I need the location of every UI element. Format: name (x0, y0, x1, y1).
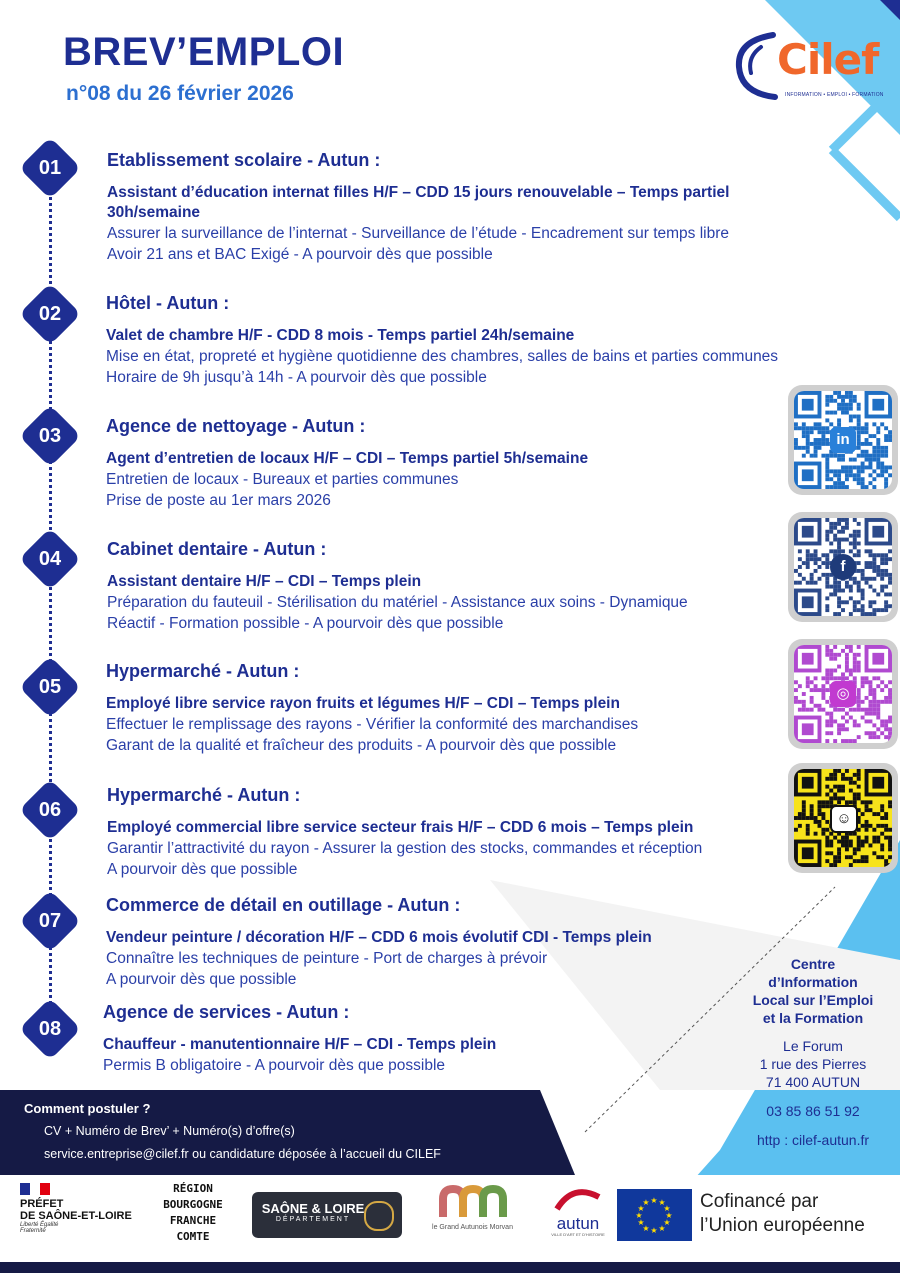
facebook-qr-code[interactable] (788, 512, 898, 622)
cilef-logo-text: Cilef (777, 35, 879, 84)
grand-autunois-logo (415, 1185, 530, 1231)
offer-description-line: Garant de la qualité et fraîcheur des produits - A pourvoir dès que possible (106, 737, 617, 754)
autun-sublabel: VILLE D’ART ET D’HISTOIRE (551, 1232, 605, 1237)
partner-logos (10, 1175, 887, 1255)
offer-number-badge (28, 899, 72, 943)
svg-text:★: ★ (642, 1224, 650, 1233)
offer-job-title: Agent d’entretien de locaux H/F – CDI – Temps partiel 5h/semaine (106, 450, 589, 467)
offer-description-line: A pourvoir dès que possible (107, 861, 298, 878)
svg-text:★: ★ (658, 1224, 666, 1233)
french-flag-icon (20, 1183, 50, 1195)
offer-number: 05 (38, 676, 62, 698)
offer-job-title: Assistant dentaire H/F – CDI – Temps plein (107, 573, 422, 590)
region-label: BOURGOGNE (163, 1198, 223, 1211)
offer-job-title: Chauffeur - manutentionnaire H/F – CDI - Temps plein (103, 1036, 497, 1053)
offer-heading: Hôtel - Autun : (106, 293, 230, 313)
offer-number-badge (28, 414, 72, 458)
linkedin-icon: in (830, 427, 856, 453)
offer-description-line: Réactif - Formation possible - A pourvoir dès que possible (107, 615, 504, 632)
autun-logo (543, 1183, 613, 1237)
eu-flag-icon (617, 1189, 692, 1241)
region-label: RÉGION (173, 1182, 213, 1195)
center-title-line: Centre (790, 956, 836, 972)
grand-autunois-label: le Grand Autunois Morvan (432, 1224, 513, 1231)
job-offer-07 (106, 895, 726, 990)
region-logo (148, 1181, 238, 1245)
contact-email-line[interactable]: service.entreprise@cilef.fr ou candidature déposée à l’accueil du CILEF (44, 1147, 441, 1161)
offer-description-line: Prise de poste au 1er mars 2026 (106, 492, 331, 509)
cilef-logo-tagline: INFORMATION • EMPLOI • FORMATION (785, 92, 884, 98)
offer-heading: Hypermarché - Autun : (107, 785, 301, 805)
svg-text:★: ★ (637, 1218, 645, 1227)
svg-text:★: ★ (658, 1198, 666, 1207)
offer-number: 07 (38, 910, 62, 932)
issue-subtitle: n°08 du 26 février 2026 (66, 82, 294, 105)
offer-heading: Cabinet dentaire - Autun : (107, 539, 327, 559)
instagram-icon: ◎ (830, 681, 856, 707)
offer-description-line: Garantir l’attractivité du rayon - Assurer la gestion des stocks, commandes et réception (107, 840, 703, 857)
offer-job-title: Employé commercial libre service secteur frais H/F – CDD 6 mois – Temps plein (107, 819, 694, 836)
svg-text:★: ★ (663, 1218, 671, 1227)
how-to-apply (24, 1101, 441, 1161)
eu-label-2: l’Union européenne (700, 1215, 865, 1236)
svg-text:★: ★ (650, 1226, 658, 1235)
offer-number: 06 (38, 799, 62, 821)
offer-job-title: Employé libre service rayon fruits et légumes H/F – CDI – Temps plein (106, 695, 620, 712)
offer-description-line: Préparation du fauteuil - Stérilisation du matériel - Assistance aux soins - Dynamique (107, 594, 688, 611)
svg-text:★: ★ (635, 1211, 643, 1220)
center-title-line: d’Information (768, 974, 858, 990)
departement-label-2: DÉPARTEMENT (275, 1216, 351, 1223)
prefet-motto: Liberté Égalité Fraternité (20, 1222, 59, 1234)
offer-job-title: Vendeur peinture / décoration H/F – CDD 6 mois évolutif CDI - Temps plein (106, 929, 652, 946)
offer-description-line: Connaître les techniques de peinture - Port de charges à prévoir (106, 950, 548, 967)
cilef-logo (733, 27, 883, 103)
offer-description-line: Effectuer le remplissage des rayons - Vérifier la conformité des marchandises (106, 716, 639, 733)
website-link[interactable]: http : cilef-autun.fr (756, 1132, 870, 1148)
snapchat-qr-code[interactable] (788, 763, 898, 873)
svg-text:★: ★ (663, 1204, 671, 1213)
offer-description-line: Assurer la surveillance de l’internat - Surveillance de l’étude - Encadrement sur temps libre (107, 225, 730, 242)
autun-label: autun (556, 1214, 600, 1233)
job-offer-04 (107, 539, 767, 634)
job-offer-05 (106, 661, 766, 756)
offer-description-line: Avoir 21 ans et BAC Exigé - A pourvoir dès que possible (107, 246, 493, 263)
offer-description-line: Entretien de locaux - Bureaux et parties communes (106, 471, 459, 488)
offer-number-badge (28, 292, 72, 336)
address-line: 1 rue des Pierres (759, 1056, 867, 1072)
offer-number-badge (28, 665, 72, 709)
linkedin-qr-code[interactable] (788, 385, 898, 495)
offer-heading: Commerce de détail en outillage - Autun : (106, 895, 461, 915)
prefet-logo (20, 1183, 145, 1234)
offer-heading: Hypermarché - Autun : (106, 661, 300, 681)
offer-description-line: A pourvoir dès que possible (106, 971, 297, 988)
job-offer-06 (107, 785, 767, 880)
svg-text:★: ★ (650, 1196, 658, 1205)
job-offer-08 (103, 1002, 663, 1076)
how-to-apply-line: CV + Numéro de Brev’ + Numéro(s) d’offre(s) (44, 1124, 295, 1138)
job-offer-02 (106, 293, 836, 388)
departement-label: SAÔNE & LOIRE (261, 1201, 365, 1216)
offer-number: 04 (38, 548, 62, 570)
offer-heading: Etablissement scolaire - Autun : (107, 150, 381, 170)
job-offer-01 (107, 150, 787, 265)
center-title-line: Local sur l’Emploi (752, 992, 874, 1008)
offer-number: 03 (38, 425, 62, 447)
page-title: BREV’EMPLOI (63, 30, 345, 74)
offer-number-badge (28, 1007, 72, 1051)
eu-stars-icon (617, 1189, 692, 1241)
offer-number: 02 (38, 303, 62, 325)
top-right-chevron-2 (832, 150, 900, 218)
grand-autunois-mark-icon (433, 1185, 513, 1219)
offer-description-line: Horaire de 9h jusqu’à 14h - A pourvoir dès que possible (106, 369, 487, 386)
prefet-label-2: DE SAÔNE-ET-LOIRE (20, 1210, 132, 1222)
bottom-edge-band (0, 1262, 900, 1273)
offer-number-badge (28, 537, 72, 581)
contact-info (738, 955, 888, 1149)
offer-number: 01 (38, 157, 62, 179)
address-line: Le Forum (783, 1038, 843, 1054)
instagram-qr-code[interactable] (788, 639, 898, 749)
offer-number-badge (28, 146, 72, 190)
offer-job-title: Valet de chambre H/F - CDD 8 mois - Temps partiel 24h/semaine (106, 327, 575, 344)
offer-number-badge (28, 788, 72, 832)
svg-text:★: ★ (642, 1198, 650, 1207)
offer-job-title: Assistant d’éducation internat filles H/F – CDD 15 jours renouvelable – Temps partiel 30h/semaine (107, 184, 730, 221)
offer-description-line: Permis B obligatoire - A pourvoir dès que possible (103, 1057, 446, 1074)
svg-text:★: ★ (665, 1211, 673, 1220)
autun-mark-icon (553, 1183, 603, 1211)
offer-heading: Agence de nettoyage - Autun : (106, 416, 366, 436)
departement-logo (252, 1192, 402, 1238)
job-offer-03 (106, 416, 766, 511)
region-label: COMTE (176, 1230, 210, 1243)
center-title-line: et la Formation (762, 1010, 864, 1026)
offer-number: 08 (38, 1018, 62, 1040)
address-line: 71 400 AUTUN (765, 1074, 861, 1090)
offer-description-line: Mise en état, propreté et hygiène quotidienne des chambres, salles de bains et parties communes (106, 348, 779, 365)
facebook-icon: f (830, 554, 856, 580)
offer-heading: Agence de services - Autun : (103, 1002, 350, 1022)
eu-label: Cofinancé par (700, 1191, 819, 1212)
svg-text:★: ★ (637, 1204, 645, 1213)
eu-cofinance-text (700, 1190, 890, 1238)
snapchat-icon: ☺ (830, 805, 858, 833)
prefet-label: PRÉFET (20, 1198, 64, 1210)
departement-emblem-icon (364, 1201, 394, 1231)
phone-number: 03 85 86 51 92 (766, 1103, 860, 1119)
how-to-apply-title: Comment postuler ? (24, 1101, 151, 1116)
region-label: FRANCHE (169, 1214, 217, 1227)
